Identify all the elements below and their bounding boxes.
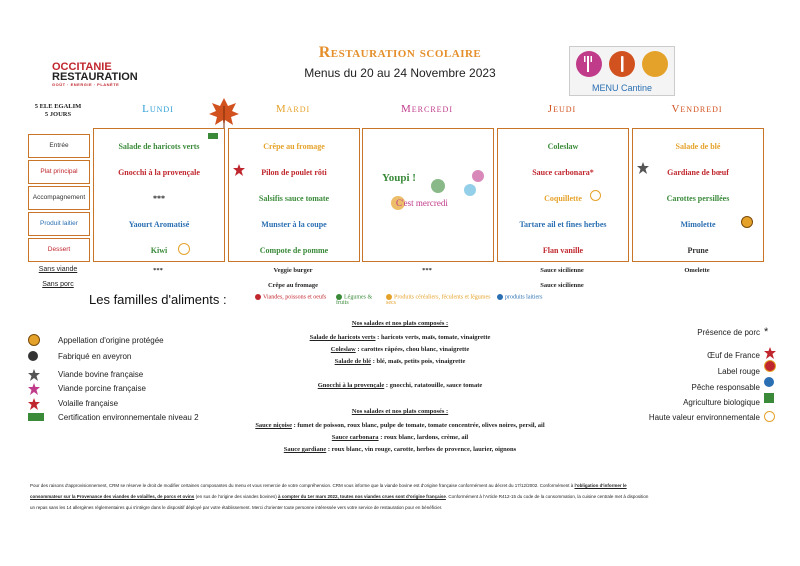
row-label-entree: Entrée [28,134,90,158]
legend-aveyron: Fabriqué en aveyron [58,352,132,361]
hve-circle-icon [764,411,775,422]
viande-porcine-icon [28,382,42,393]
youpi-illustration [378,168,488,228]
lundi-laitier: Yaourt Aromatisé [128,220,190,229]
volaille-icon [28,397,42,408]
jeudi-laitier: Tartare ail et fines herbes [519,220,607,229]
footnote-line-1: Pour des raisons d'approvisionnement, CRM se réserve le droit de modifier certaines composantes du menu et vous remercie de votre compréhension. CRM vous informe que la viande bovine est d'origine française conformément au décret du 17/12/2002. Conformément à l'obligation d'informer le [30,483,627,488]
lundi-dessert: Kiwi [150,246,168,255]
cest-mercredi-text: C'est mercredi [396,198,448,208]
row-label-dessert: Dessert [28,238,90,262]
page-title: Restauration scolaire [318,44,482,61]
legend-peche: Pêche responsable [691,383,760,392]
knife-plate-icon [609,51,635,77]
page-subtitle: Menus du 20 au 24 Novembre 2023 [304,66,496,80]
logo-tagline: GOÛT · ENERGIE · PLANÈTE [52,82,120,87]
mardi-laitier: Munster à la coupe [261,220,327,229]
school-line-1: 5 ELE EGALIM [34,103,82,110]
peche-responsable-icon [764,377,774,387]
sans-porc-label: Sans porc [42,281,74,288]
aveyron-icon [28,351,38,361]
sans-viande-mardi: Veggie burger [273,267,313,274]
sans-porc-mardi: Crêpe au fromage [267,282,319,289]
family-laitiers: produits laitiers [497,294,547,300]
hve-circle-icon [178,243,190,255]
oeuf-france-icon [764,346,776,358]
legend-bovine: Viande bovine française [58,370,144,379]
vendredi-plat: Gardiane de bœuf [667,168,729,177]
day-header-vendredi: Vendredi [671,103,723,115]
footnote-line-3: un repas sans les 14 allergènes réglementaires qui s'intègre dans le dispositif déployé par votre établissement. Merci d'orienter toute personne intéressée vers votre service de restauration pour en bénéficier. [30,505,443,510]
legend-porcine: Viande porcine française [58,384,146,393]
salad-item-1: Salade de haricots verts : haricots verts, maïs, tomate, vinaigrette [309,334,491,341]
volaille-francaise-icon [233,163,245,175]
menu-column-vendredi [632,128,764,262]
lundi-entree: Salade de haricots verts [118,142,200,151]
vendredi-laitier: Mimolette [680,220,716,229]
family-cereales: Produits céréaliers, féculents et légumes secs [386,294,491,307]
jeudi-dessert: Flan vanille [542,246,584,255]
menu-cantine-text: MENU Cantine [591,83,653,93]
red-dot-icon [255,294,261,300]
sauces-heading: Nos salades et nos plats composés : [351,408,449,415]
day-header-mardi: Mardi [275,103,311,115]
legend-aop: Appellation d'origine protégée [58,336,164,345]
sauce-item-2: Sauce carbonara : roux blanc, lardons, crème, ail [331,434,469,441]
aop-icon [28,334,40,346]
mardi-accompagnement: Salsifis sauce tomate [258,194,330,203]
sauce-item-1: Sauce niçoise : fumet de poisson, roux blanc, pulpe de tomate, tomate concentrée, olives noires, persil, ail [255,422,545,429]
school-info [28,103,88,119]
logo-top-text: OCCITANIE [52,61,112,73]
aop-icon [741,216,753,228]
viande-bovine-francaise-icon [637,161,649,173]
legend-oeuf: Œuf de France [707,351,760,360]
mardi-plat: Pilon de poulet rôti [261,168,327,177]
jeudi-plat: Sauce carbonara* [532,168,594,177]
row-label-accompagnement: Accompagnement [28,186,90,210]
menu-cantine-logo [569,46,675,96]
day-header-jeudi: Jeudi [547,103,577,115]
salad-item-4: Gnocchi à la provençale : gnocchi, ratatouille, sauce tomate [317,382,483,389]
legend-hve: Haute valeur environnementale [648,413,760,422]
plate-icon [642,51,668,77]
autumn-leaf-icon [206,94,242,130]
day-header-mercredi: Mercredi [400,103,453,115]
hve-badge-icon [28,413,44,421]
sans-viande-label: Sans viande [38,266,78,273]
fork-plate-icon [576,51,602,77]
lundi-accompagnement: *** [153,194,165,203]
lundi-plat: Gnocchi à la provençale [118,168,200,177]
vendredi-accompagnement: Carottes persillées [666,194,730,203]
family-viandes: Viandes, poissons et oeufs [255,294,327,300]
legend-certification: Certification environnementale niveau 2 [58,413,199,422]
mardi-dessert: Compote de pomme [259,246,329,255]
agriculture-bio-icon [764,393,774,403]
sans-viande-mercredi: *** [422,267,432,274]
logo-bottom-text: RESTAURATION [52,71,138,83]
legend-porc: Présence de porc [697,328,760,337]
salad-item-2: Coleslaw : carottes râpées, chou blanc, vinaigrette [330,346,470,353]
legend-label-rouge: Label rouge [717,367,760,376]
mardi-entree: Crêpe au fromage [263,142,325,151]
legend-volaille: Volaille française [58,399,119,408]
label-rouge-icon [764,360,776,372]
asterisk-icon: * [764,326,769,338]
vendredi-entree: Salade de blé [675,142,721,151]
youpi-text: Youpi ! [382,172,416,184]
legend-bio: Agriculture biologique [683,398,760,407]
school-line-2: 5 JOURS [44,111,72,118]
salad-item-3: Salade de blé : blé, maïs, petits pois, vinaigrette [334,358,466,365]
vendredi-dessert: Prune [687,246,709,255]
footnote [30,480,770,513]
sauce-item-3: Sauce gardiane : roux blanc, vin rouge, carotte, herbes de provence, laurier, oignons [283,446,517,453]
salads-heading: Nos salades et nos plats composés : [351,320,449,327]
jeudi-entree: Coleslaw [547,142,579,151]
orange-dot-icon [386,294,392,300]
row-label-produit-laitier: Produit laitier [28,212,90,236]
sans-viande-vendredi: Omelette [684,267,710,274]
hve-badge-icon [208,133,218,139]
menu-column-lundi [93,128,225,262]
jeudi-accompagnement: Coquillette [544,194,582,203]
viande-bovine-icon [28,368,42,379]
hve-circle-icon [590,190,601,201]
day-header-lundi: Lundi [142,103,174,115]
sans-porc-jeudi: Sauce sicilienne [540,282,584,289]
sans-viande-lundi: *** [153,267,163,274]
row-label-plat-principal: Plat principal [28,160,90,184]
blue-dot-icon [497,294,503,300]
families-title: Les familles d'aliments : [89,292,227,307]
family-legumes: Légumes & fruits [336,294,373,307]
menu-column-mardi [228,128,360,262]
footnote-line-2: consommateur sur la Provenance des viandes de volailles, de porcs et ovins (en sus de l'origine des viandes bovines) à compter du 1er mars 2022, toutes nos viandes crues sont d'origine française. Conformément à l'Article R412-15 du code de la consommation, la cuisine centrale met à disposition [30,494,649,499]
menu-column-jeudi [497,128,629,262]
sans-viande-jeudi: Sauce sicilienne [540,267,584,274]
